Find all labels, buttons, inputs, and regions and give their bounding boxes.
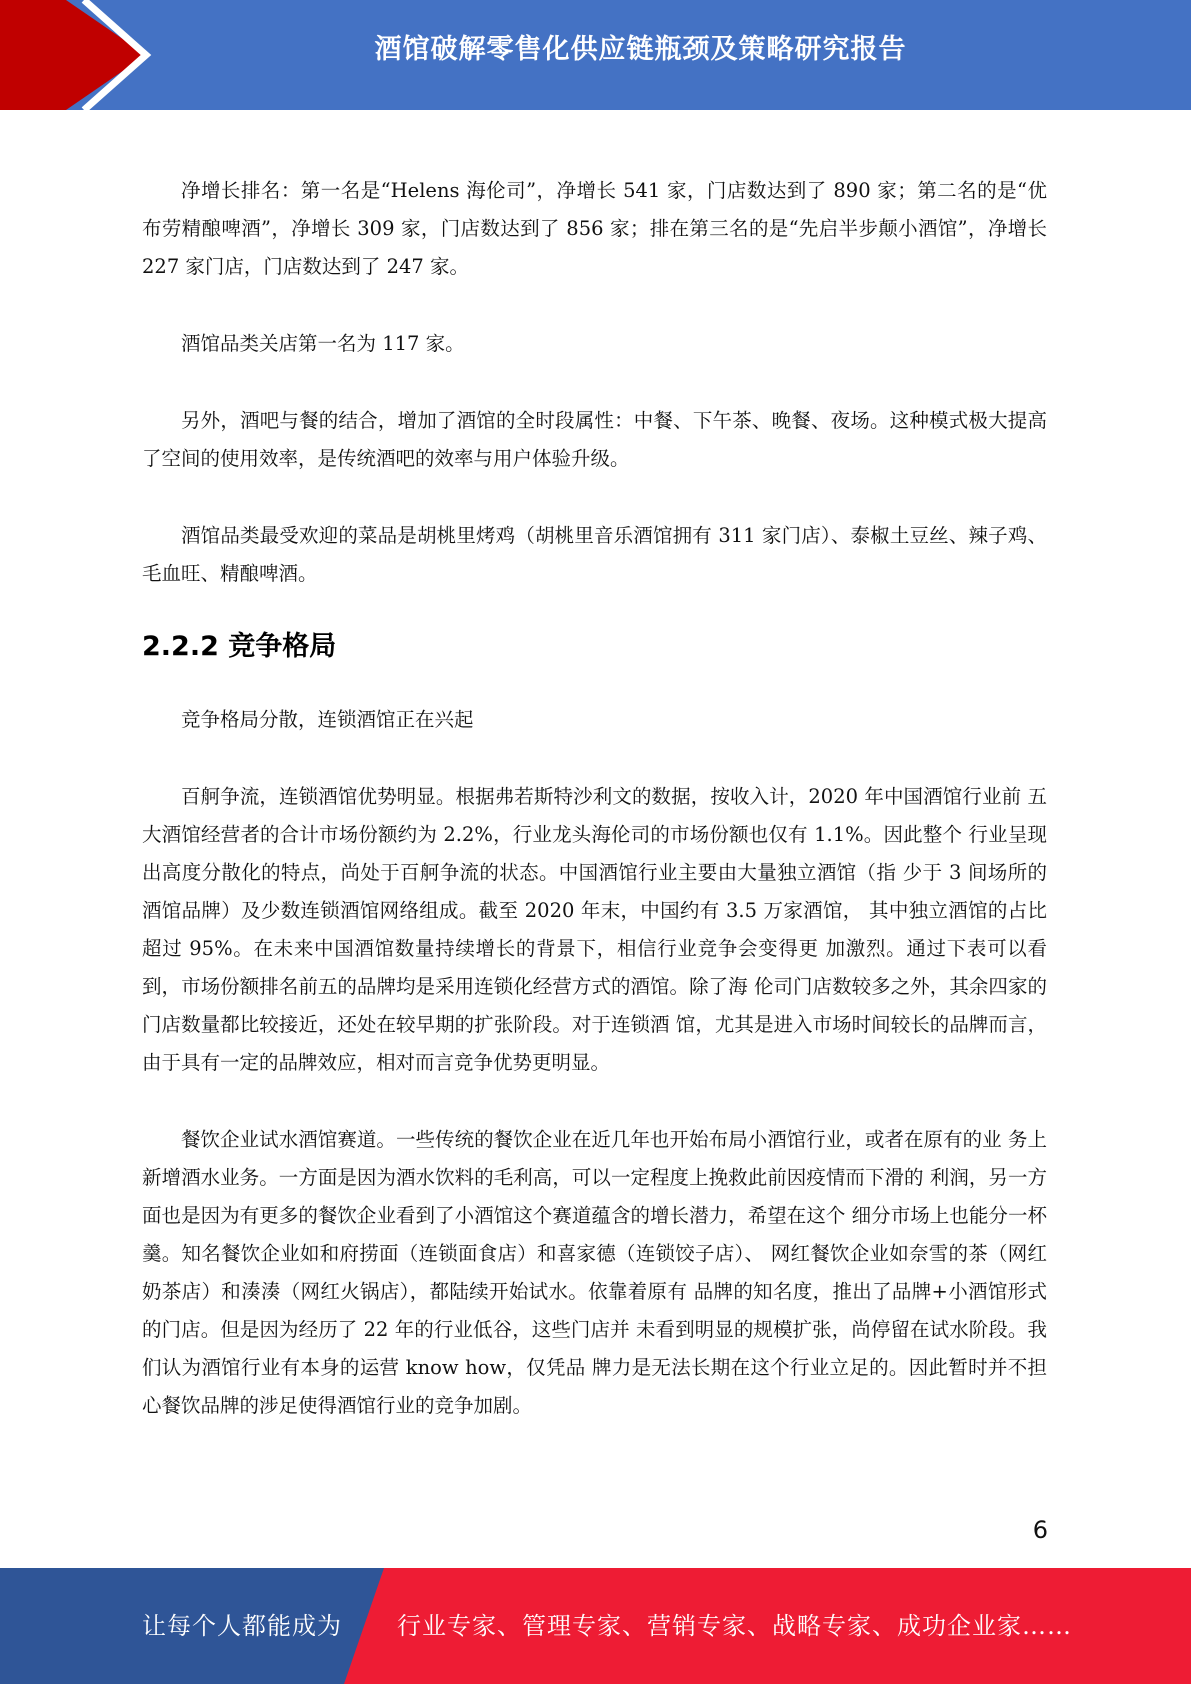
paragraph-popular-dishes: 酒馆品类最受欢迎的菜品是胡桃里烤鸡（胡桃里音乐酒馆拥有 311 家门店）、泰椒土豆丝、辣子鸡、毛血旺、精酿啤酒。 bbox=[142, 524, 1047, 585]
footer-slogan-left: 让每个人都能成为 bbox=[142, 1612, 342, 1640]
paragraph-competition: 百舸争流，连锁酒馆优势明显。根据弗若斯特沙利文的数据，按收入计，2020 年中国酒馆行业前 五大酒馆经营者的合计市场份额约为 2.2%，行业龙头海伦司的市场份额也仅有 1.1%。因此整个 行业呈现出高度分散化的特点，尚处于百舸争流的状态。中国酒馆行业主要由大量独立酒馆（指 少于 3 间场所的酒馆品牌）及少数连锁酒馆网络组成。截至 2020 年末，中国约有 3.5 万家酒馆， 其中独立酒馆的占比超过 95%。在未来中国酒馆数量持续增长的背景下，相信行业竞争会变得更 加激烈。通过下表可以看到，市场份额排名前五的品牌均是采用连锁化经营方式的酒馆。除了海 伦司门店数较多之外，其余四家的门店数量都比较接近，还处在较早期的扩张阶段。对于连锁酒 馆，尤其是进入市场时间较长的品牌而言，由于具有一定的品牌效应，相对而言竞争优势更明显。 bbox=[142, 785, 1047, 1074]
paragraph-net-growth-ranking: 净增长排名：第一名是“Helens 海伦司”，净增长 541 家，门店数达到了 890 家；第二名的是“优布劳精酿啤酒”，净增长 309 家，门店数达到了 856 家；排在第三名的是“先启半步颠小酒馆”，净增长 227 家门店，门店数达到了 247 家。 bbox=[142, 179, 1047, 278]
paragraph-subheading: 竞争格局分散，连锁酒馆正在兴起 bbox=[181, 708, 474, 731]
footer-slogan-right: 行业专家、管理专家、营销专家、战略专家、成功企业家…… bbox=[397, 1612, 1072, 1640]
page-footer bbox=[0, 1568, 1191, 1684]
page-header bbox=[0, 0, 1191, 110]
document-body bbox=[142, 172, 1047, 1425]
page-number: 6 bbox=[1032, 1516, 1048, 1544]
report-title: 酒馆破解零售化供应链瓶颈及策略研究报告 bbox=[374, 34, 907, 65]
paragraph-closures: 酒馆品类关店第一名为 117 家。 bbox=[181, 332, 465, 355]
paragraph-bar-dining: 另外，酒吧与餐的结合，增加了酒馆的全时段属性：中餐、下午茶、晚餐、夜场。这种模式极大提高了空间的使用效率，是传统酒吧的效率与用户体验升级。 bbox=[142, 409, 1047, 470]
section-heading: 2.2.2 竞争格局 bbox=[142, 631, 337, 662]
paragraph-catering-entry: 餐饮企业试水酒馆赛道。一些传统的餐饮企业在近几年也开始布局小酒馆行业，或者在原有的业 务上新增酒水业务。一方面是因为酒水饮料的毛利高，可以一定程度上挽救此前因疫情而下滑的 利润，另一方面也是因为有更多的餐饮企业看到了小酒馆这个赛道蕴含的增长潜力，希望在这个 细分市场上也能分一杯羹。知名餐饮企业如和府捞面（连锁面食店）和喜家德（连锁饺子店）、 网红餐饮企业如奈雪的茶（网红奶茶店）和湊湊（网红火锅店），都陆续开始试水。依靠着原有 品牌的知名度，推出了品牌+小酒馆形式的门店。但是因为经历了 22 年的行业低谷，这些门店并 未看到明显的规模扩张，尚停留在试水阶段。我们认为酒馆行业有本身的运营 know how，仅凭品 牌力是无法长期在这个行业立足的。因此暂时并不担心餐饮品牌的涉足使得酒馆行业的竞争加剧。 bbox=[142, 1128, 1047, 1417]
